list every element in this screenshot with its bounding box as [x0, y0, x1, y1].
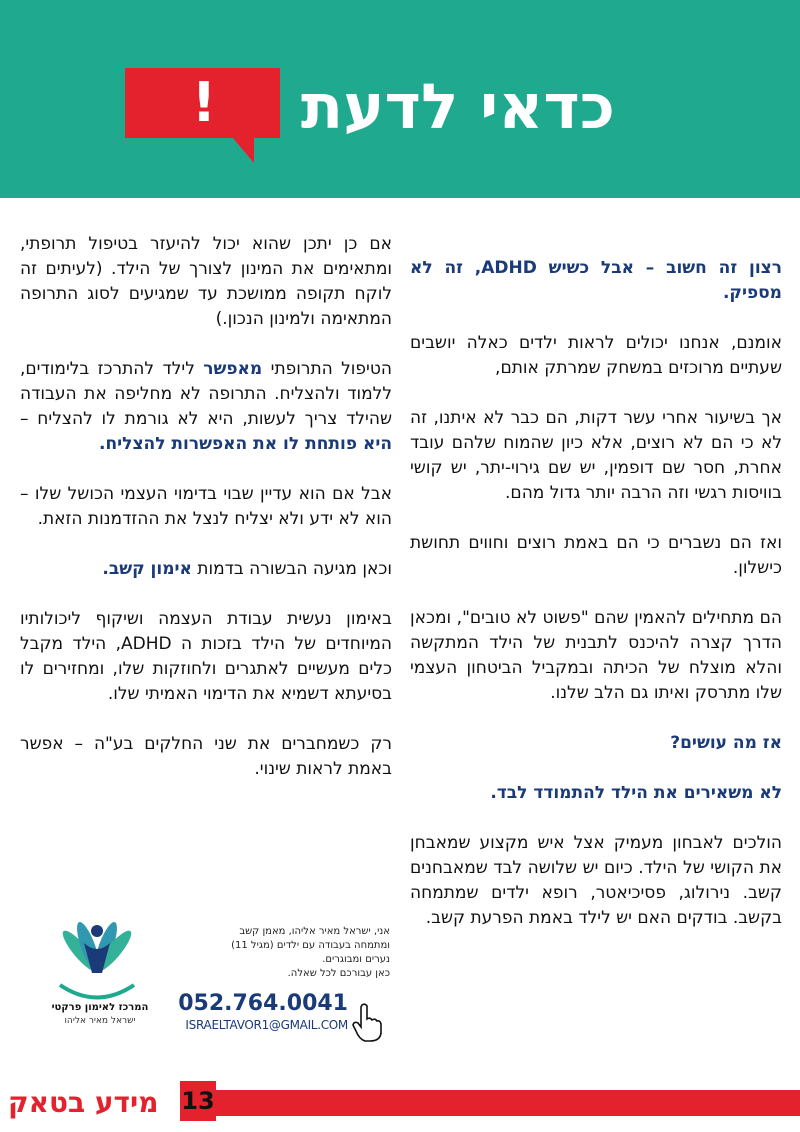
- bold-text: היא פותחת לו את האפשרות להצליח.: [99, 434, 392, 454]
- right-column: [410, 256, 782, 956]
- page-number: 13: [180, 1081, 216, 1121]
- email-address[interactable]: ISRAELTAVOR1@GMAIL.COM: [185, 1018, 348, 1032]
- header-banner: [0, 0, 800, 198]
- paragraph: הולכים לאבחון מעמיק אצל איש מקצוע שמאבחן את הקושי של הילד. כיום יש שלושה לבד שמאבחנים קשב. נירולוג, פסיכיאטר, רופא ילדים שמתמחה בקשב. בודקים האם יש לילד באמת הפרעת קשב.: [410, 833, 782, 928]
- logo-subtitle: ישראל מאיר אליהו: [64, 1016, 136, 1026]
- pointer-hand-icon: [350, 1001, 384, 1043]
- answer-heading: לא משאירים את הילד להתמודד לבד.: [490, 783, 782, 803]
- speech-bubble-tail: [232, 137, 254, 163]
- page-title: כדאי לדעת: [300, 70, 615, 143]
- footer-brand: מידע בטאק: [8, 1086, 159, 1119]
- paragraph: אומנם, אנחנו יכולים לראות ילדים כאלה יושבים שעתיים מרוכזים במשחק שמרתק אותם,: [410, 333, 782, 378]
- paragraph: הם מתחילים להאמין שהם "פשוט לא טובים", ומכאן הדרך קצרה להיכנס לתבנית של הילד המתקשה והלא מוצלח של הכיתה ובמקביל הביטחון העצמי שלו מתרסק ואיתו גם הלב שלנו.: [410, 608, 782, 703]
- exclamation-icon: !: [191, 71, 217, 134]
- phone-number[interactable]: 052.764.0041: [178, 991, 348, 1016]
- question-heading: אז מה עושים?: [670, 733, 782, 753]
- paragraph: [20, 357, 392, 457]
- paragraph: באימון נעשית עבודת העצמה ושיקוף ליכולותיו המיוחדים של הילד בזכות ה ADHD, הילד מקבל כלים מעשיים לאתגרים ולחוזקות שלו, ומחזירים לו בסיעתא דשמיא את הדימוי האמיתי שלו.: [20, 609, 392, 704]
- paragraph: ואז הם נשברים כי הם באמת רוצים וחווים תחושת כישלון.: [410, 533, 782, 578]
- paragraph: אך בשיעור אחרי עשר דקות, הם כבר לא איתנו, זה לא כי הם לא רוצים, אלא כיון שהמוח שלהם עובד אחרת, חסר שם דופמין, יש שם גירוי-יתר, יש קושי בוויסות רגשי וזה הרבה יותר גדול מהם.: [410, 408, 782, 503]
- bold-text: מאפשר: [203, 359, 263, 379]
- paragraph: אבל אם הוא עדיין שבוי בדימוי העצמי הכושל שלו – הוא לא ידע ולא יצליח לנצל את ההזדמנות הזאת.: [20, 484, 392, 529]
- contact-intro: [175, 925, 390, 981]
- left-column: [20, 232, 392, 807]
- intro-line: כאן עבורכם לכל שאלה.: [287, 968, 390, 979]
- logo-name: המרכז לאימון פרקטי: [51, 1002, 149, 1013]
- right-heading: רצון זה חשוב – אבל כשיש ADHD, זה לא מספיק.: [410, 258, 782, 303]
- paragraph: [20, 557, 392, 582]
- intro-line: ומתמחה בעבודה עם ילדים (מגיל 11): [231, 940, 390, 951]
- intro-line: נערים ומבוגרים.: [322, 954, 390, 965]
- paragraph: אם כן יתכן שהוא יכול להיעזר בטיפול תרופתי, ומתאימים את המינון לצורך של הילד. (לעיתים זה לוקח תקופה ממושכת עד שמגיעים לסוג התרופה המתאימה ולמינון הנכון.): [20, 234, 392, 329]
- text-run: וכאן מגיעה הבשורה בדמות: [191, 559, 392, 579]
- text-run: הטיפול התרופתי: [262, 359, 392, 379]
- paragraph: רק כשמחברים את שני החלקים בע"ה – אפשר באמת לראות שינוי.: [20, 734, 392, 779]
- logo-text: ADHD: [75, 976, 119, 991]
- text-run: לילד להתרכז בלימודים, ללמוד ולהצליח. התרופה לא מחליפה את העבודה שהילד צריך לעשות, היא לא גורמת לו להצליח –: [20, 359, 392, 429]
- intro-line: אני, ישראל מאיר אליהו, מאמן קשב: [239, 926, 390, 937]
- bold-text: אימון קשב.: [102, 559, 192, 579]
- contact-box: [40, 905, 390, 1055]
